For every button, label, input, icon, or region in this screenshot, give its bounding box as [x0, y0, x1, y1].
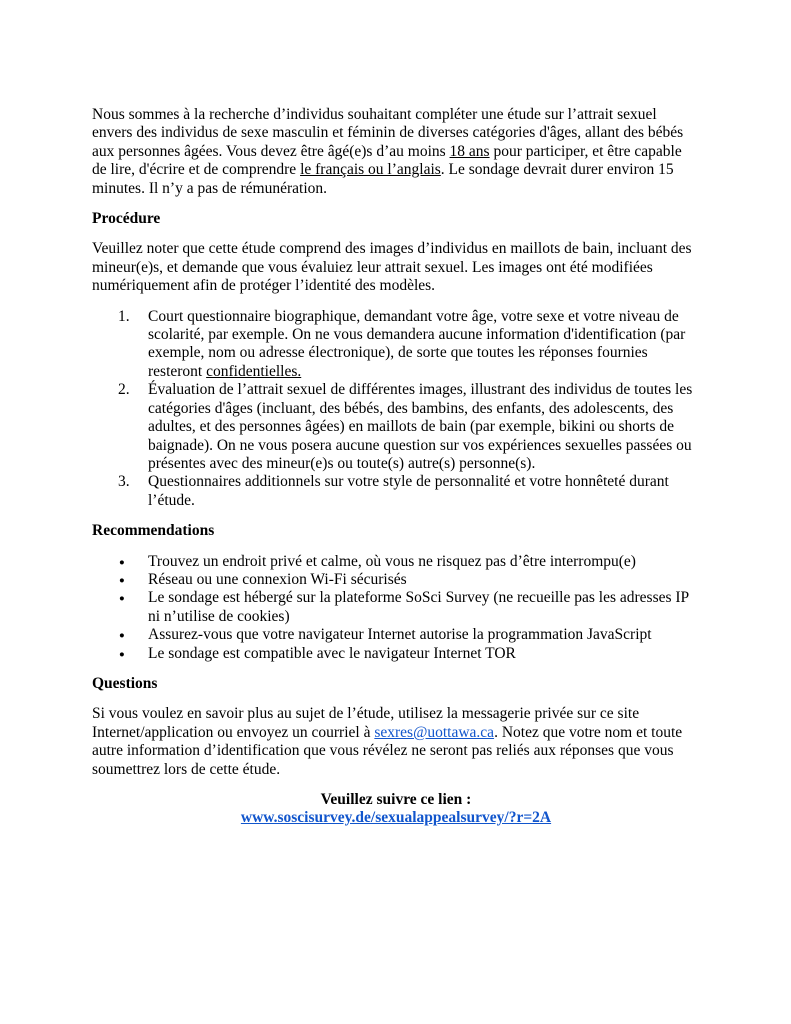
list-number-3: 3.	[118, 473, 130, 491]
intro-text-3: . Le sondage devrait durer environ 15 minutes. Il n’y a pas de rémunération.	[92, 161, 674, 197]
numbered-list-item-3	[92, 473, 700, 510]
numbered-item-1-underlined: confidentielles.	[206, 362, 302, 380]
bullet-item-2-text: Réseau ou une connexion Wi-Fi sécurisés	[148, 570, 407, 588]
procedure-intro-paragraph: Veuillez noter que cette étude comprend des images d’individus en maillots de bain, incluant des mineur(e)s, et demande que vous évaluiez leur attrait sexuel. Les images ont été modifiées numériquement afin de protéger l’identité des modèles.	[92, 240, 692, 295]
bullet-icon: ●	[119, 557, 125, 568]
bullet-icon: ●	[119, 649, 125, 660]
questions-text-2: . Notez que votre nom et toute autre information d’identification que vous révélez ne seront pas reliés aux réponses que vous soumettrez lors de cette étude.	[92, 723, 683, 778]
numbered-item-1-text: Court questionnaire biographique, demandant votre âge, votre sexe et votre niveau de scolarité, par exemple. On ne vous demandera aucune information d'identification (par exemple, nom ou adresse électronique), de sorte que toutes les réponses fournies resteront	[148, 307, 686, 380]
bullet-list-item-3	[92, 589, 700, 626]
questions-heading: Questions	[92, 674, 158, 692]
bullet-list-item-2	[92, 571, 700, 589]
survey-url-link[interactable]: www.soscisurvey.de/sexualappealsurvey/?r=2A	[240, 809, 552, 827]
list-number-2: 2.	[118, 381, 130, 399]
bullet-item-3-text: Le sondage est hébergé sur la plateforme SoSci Survey (ne recueille pas les adresses IP ni n’utilise de cookies)	[148, 589, 689, 625]
bullet-icon: ●	[119, 594, 125, 605]
document-content	[92, 106, 700, 828]
bullet-icon: ●	[119, 631, 125, 642]
numbered-item-2-text: Évaluation de l’attrait sexuel de différentes images, illustrant des individus de toutes les catégories d'âges (incluant, des bébés, des bambins, des enfants, des adolescents, des adultes, et des personnes âgées) en maillots de bain (par exemple, bikini ou shorts de baignade). On ne vous posera aucune question sur vos expériences sexuelles passées ou présentes avec des mineur(e)s ou toute(s) autre(s) personne(s).	[148, 381, 693, 472]
bullet-list-item-5	[92, 645, 700, 663]
questions-text-1: Si vous voulez en savoir plus au sujet de l’étude, utilisez la messagerie privée sur ce site Internet/application ou envoyez un courriel à	[92, 705, 640, 741]
intro-underlined-languages: le français ou l’anglais	[300, 161, 441, 179]
email-link[interactable]: sexres@uottawa.ca	[374, 723, 495, 741]
intro-underlined-18-ans: 18 ans	[449, 142, 490, 160]
numbered-list-item-1	[92, 308, 700, 382]
intro-text-1: Nous sommes à la recherche d’individus souhaitant compléter une étude sur l’attrait sexuel envers des individus de sexe masculin et féminin de diverses catégories d'âges, allant des bébés aux personnes âgées. Vous devez être âgé(e)s d’au moins	[92, 106, 684, 160]
intro-text-2: pour participer, et être capable de lire, d'écrire et de comprendre	[92, 142, 682, 179]
bullet-item-1-text: Trouvez un endroit privé et calme, où vous ne risquez pas d’être interrompu(e)	[148, 552, 636, 570]
survey-link-line	[92, 809, 700, 827]
bullet-icon: ●	[119, 575, 125, 586]
questions-paragraph	[92, 705, 700, 779]
intro-paragraph	[92, 106, 700, 198]
procedure-numbered-list	[92, 308, 700, 510]
recommendations-heading: Recommendations	[92, 522, 215, 540]
bullet-list-item-4	[92, 626, 700, 644]
numbered-item-3-text: Questionnaires additionnels sur votre style de personnalité et votre honnêteté durant l’étude.	[148, 473, 669, 509]
bullet-item-5-text: Le sondage est compatible avec le navigateur Internet TOR	[148, 644, 516, 662]
follow-link-label: Veuillez suivre ce lien :	[320, 791, 472, 808]
bullet-item-4-text: Assurez-vous que votre navigateur Internet autorise la programmation JavaScript	[148, 626, 652, 644]
procedure-heading: Procédure	[92, 210, 161, 228]
list-number-1: 1.	[118, 307, 130, 325]
numbered-list-item-2	[92, 381, 700, 473]
recommendations-bullet-list	[92, 553, 700, 663]
bullet-list-item-1	[92, 553, 700, 571]
